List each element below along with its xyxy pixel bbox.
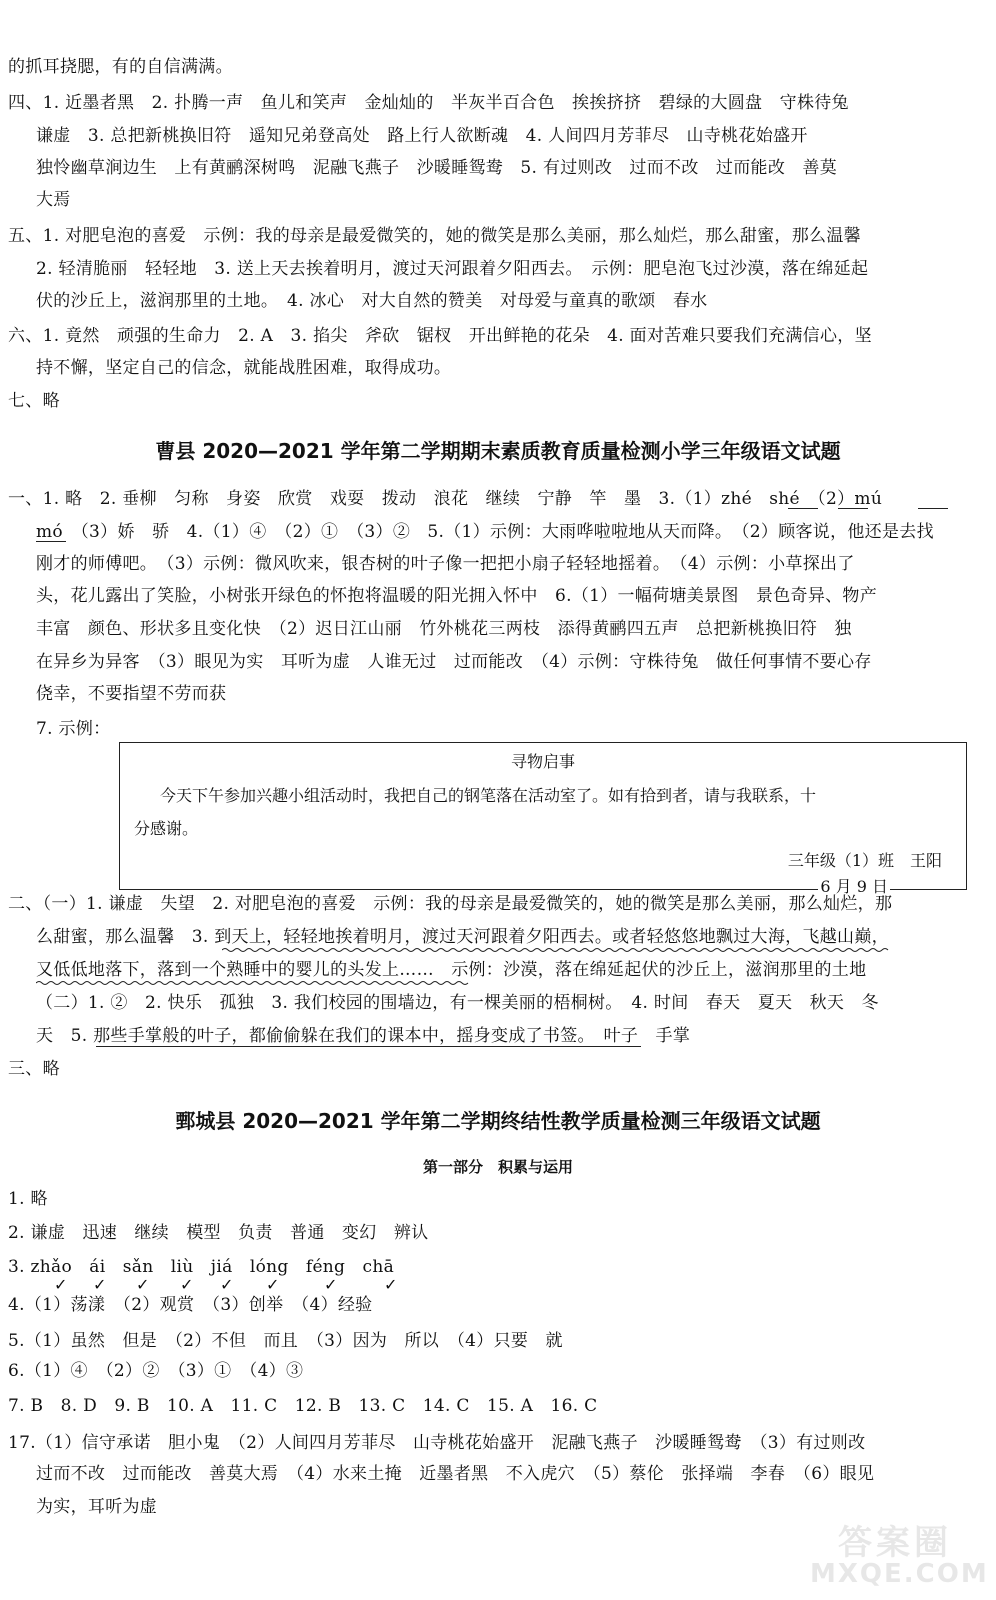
text-line: 谦虚 3. 总把新桃换旧符 遥知兄弟登高处 路上行人欲断魂 4. 人间四月芳菲尽 山寺桃花始盛开 [36,126,808,146]
checkmark-icon: ✓ [384,1275,398,1294]
notice-signature: 三年级（1）班 王阳 [787,851,942,870]
notice-title: 寻物启事 [510,752,575,771]
text-line: 的抓耳挠腮，有的自信满满。 [8,57,233,77]
notice-label: 7. 示例： [36,719,111,739]
watermark-url: MXQE.COM [810,1559,989,1589]
notice-body: 分感谢。 [134,819,199,838]
text-line: 五、1. 对肥皂泡的喜爱 示例：我的母亲是最爱微笑的，她的微笑是那么美丽，那么灿烂，那么甜蜜，那么温馨 [8,226,861,246]
checkmark-icon: ✓ [93,1275,107,1294]
text-line: 一、1. 略 2. 垂柳 匀称 身姿 欣赏 戏耍 拨动 浪花 继续 宁静 竿 墨 3.（1）zhé shé （2）mú [8,489,883,509]
text-line: mó （3）娇 骄 4.（1）④ （2）① （3）② 5.（1）示例：大雨哗啦啦地从天而降。 （2）顾客说，他还是去找 [36,522,934,542]
text-line: 四、1. 近墨者黑 2. 扑腾一声 鱼儿和笑声 金灿灿的 半灰半百合色 挨挨挤挤 碧绿的大圆盘 守株待兔 [8,93,849,113]
text-line: 又低低地落下，落到一个熟睡中的婴儿的头发上…… 示例：沙漠，落在绵延起伏的沙丘上，滋润那里的土地 [36,960,867,980]
text-line: 6.（1）④ （2）② （3）① （4）③ [8,1361,304,1381]
notice-date: 6 月 9 日 [818,874,890,897]
text-line: 过而不改 过而能改 善莫大焉 （4）水来土掩 近墨者黑 不入虎穴 （5）蔡伦 张择端 李春 （6）眼见 [36,1464,875,1484]
text-line: 大焉 [36,190,71,210]
text-line: 刚才的师傅吧。 （3）示例：微风吹来，银杏树的叶子像一把把小扇子轻轻地摇着。 （4）示例：小草探出了 [36,554,855,574]
text-line: 持不懈，坚定自己的信念，就能战胜困难，取得成功。 [36,358,452,378]
text-line: 丰富 颜色、形状多且变化快 （2）迟日江山丽 竹外桃花三两枝 添得黄鹂四五声 总把新桃换旧符 独 [36,619,852,639]
wavy-underline [222,947,967,953]
section-subtitle: 第一部分 积累与运用 [422,1158,573,1176]
lost-item-notice-box [119,742,967,896]
checkmark-icon: ✓ [324,1275,338,1294]
text-line: 17.（1）信守承诺 胆小鬼 （2）人间四月芳菲尽 山寺桃花始盛开 泥融飞燕子 沙暖睡鸳鸯 （3）有过则改 [8,1433,866,1453]
text-line: 六、1. 竟然 顽强的生命力 2. A 3. 掐尖 斧砍 锯杈 开出鲜艳的花朵 4. 面对苦难只要我们充满信心，坚 [8,326,872,346]
text-line: 三、略 [8,1059,60,1079]
checkmark-icon: ✓ [136,1275,150,1294]
watermark-text: 答案圈 [838,1523,952,1563]
checkmark-icon: ✓ [180,1275,194,1294]
section-title: 鄄城县 2020—2021 学年第二学期终结性教学质量检测三年级语文试题 [175,1109,821,1133]
text-line: 7. B 8. D 9. B 10. A 11. C 12. B 13. C 14. C 15. A 16. C [8,1396,598,1416]
text-line: （二）1. ② 2. 快乐 孤独 3. 我们校园的围墙边，有一棵美丽的梧桐树。 4. 时间 春天 夏天 秋天 冬 [36,993,879,1013]
pinyin-underline [788,508,818,509]
pinyin-underline [918,508,948,509]
text-line: 头，花儿露出了笑脸，小树张开绿色的怀抱将温暖的阳光拥入怀中 6.（1）一幅荷塘美景图 景色奇异、物产 [36,586,878,606]
text-line: 伏的沙丘上，滋润那里的土地。 4. 冰心 对大自然的赞美 对母爱与童真的歌颂 春水 [36,291,708,311]
text-line: 1. 略 [8,1189,48,1209]
text-line: 5.（1）虽然 但是 （2）不但 而且 （3）因为 所以 （4）只要 就 [8,1331,563,1351]
text-line: 为实，耳听为虚 [36,1497,158,1517]
pinyin-underline [36,541,66,542]
text-line: 4.（1）荡漾 （2）观赏 （3）创举 （4）经验 [8,1295,373,1315]
pinyin-underline [838,508,868,509]
text-line: 在异乡为异客 （3）眼见为实 耳听为虚 人谁无过 过而能改 （4）示例：守株待兔 做任何事情不要心存 [36,652,872,672]
text-line: 2. 轻清脆丽 轻轻地 3. 送上天去挨着明月，渡过天河跟着夕阳西去。 示例：肥皂泡飞过沙漠，落在绵延起 [36,259,869,279]
text-line: 二、（一）1. 谦虚 失望 2. 对肥皂泡的喜爱 示例：我的母亲是最爱微笑的，她的微笑是那么美丽，那么灿烂，那 [8,894,893,914]
section-title: 曹县 2020—2021 学年第二学期期末素质教育质量检测小学三年级语文试题 [155,439,841,463]
checkmark-icon: ✓ [266,1275,280,1294]
text-line: 天 5. 那些手掌般的叶子，都偷偷躲在我们的课本中，摇身变成了书签。 叶子 手掌 [36,1026,691,1046]
text-line: 2. 谦虚 迅速 继续 模型 负责 普通 变幻 辨认 [8,1223,429,1243]
text-line: 3. zhǎo ái sǎn liù jiá lóng féng chā [8,1257,395,1277]
text-line: 独怜幽草涧边生 上有黄鹂深树鸣 泥融飞燕子 沙暖睡鸳鸯 5. 有过则改 过而不改 过而能改 善莫 [36,158,838,178]
text-line: 侥幸，不要指望不劳而获 [36,684,227,704]
checkmark-icon: ✓ [220,1275,234,1294]
watermark-logo [810,1515,989,1595]
wavy-underline [36,980,481,986]
checkmark-icon: ✓ [54,1275,68,1294]
text-line: 么甜蜜，那么温馨 3. 到天上，轻轻地挨着明月，渡过天河跟着夕阳西去。或者轻悠悠地飘过大海，飞越山巅， [36,927,889,947]
straight-underline [96,1046,641,1047]
text-line: 七、略 [8,391,60,411]
notice-body: 今天下午参加兴趣小组活动时，我把自己的钢笔落在活动室了。如有拾到者，请与我联系，十 [160,786,817,805]
